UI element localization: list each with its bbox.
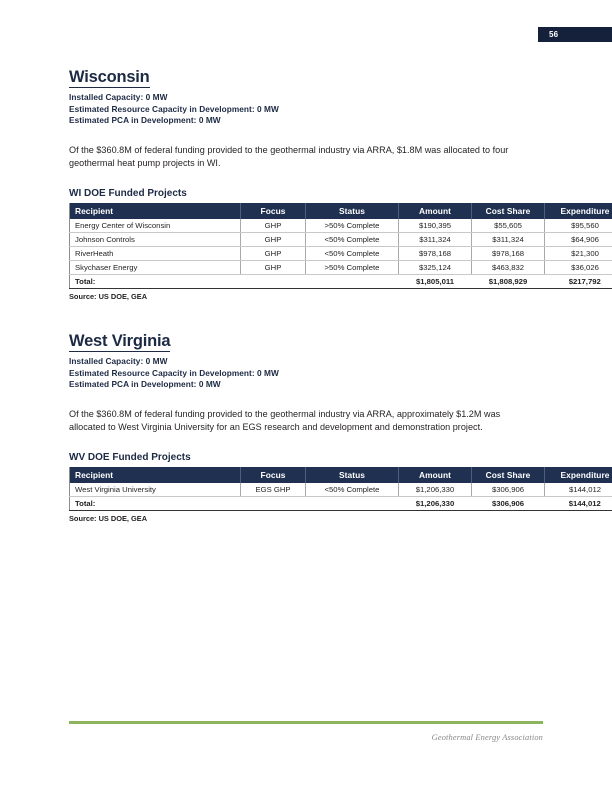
stat-resource-capacity: Estimated Resource Capacity in Development: 0 MW — [69, 367, 279, 378]
cell-cost-share: $463,832 — [472, 261, 545, 275]
cell-total-status — [306, 497, 399, 511]
cell-cost-share: $306,906 — [472, 483, 545, 497]
section-spacer — [69, 302, 569, 332]
cell-amount: $311,324 — [399, 233, 472, 247]
document-content — [69, 68, 610, 524]
cell-total-focus — [241, 497, 306, 511]
table-source: Source: US DOE, GEA — [69, 514, 148, 524]
cell-status: >50% Complete — [306, 261, 399, 275]
stat-pca: Estimated PCA in Development: 0 MW — [69, 379, 221, 390]
table-total-row — [70, 275, 612, 289]
cell-total-amount: $1,206,330 — [399, 497, 472, 511]
col-recipient: Recipient — [70, 203, 241, 219]
footer-divider — [69, 721, 543, 724]
state-section-west-virginia — [69, 332, 610, 524]
cell-recipient: Energy Center of Wisconsin — [70, 219, 241, 233]
col-cost-share: Cost Share — [472, 203, 545, 219]
cell-amount: $978,168 — [399, 247, 472, 261]
page-number-badge — [538, 27, 612, 42]
cell-focus: GHP — [241, 233, 306, 247]
cell-expenditure: $21,300 — [545, 247, 612, 261]
doe-funded-projects-table — [69, 467, 612, 511]
col-cost-share: Cost Share — [472, 467, 545, 483]
cell-recipient: West Virginia University — [70, 483, 241, 497]
cell-status: <50% Complete — [306, 233, 399, 247]
cell-focus: GHP — [241, 261, 306, 275]
table-caption: WV DOE Funded Projects — [69, 452, 191, 464]
table-header-row — [70, 467, 612, 483]
col-status: Status — [306, 467, 399, 483]
stat-resource-capacity: Estimated Resource Capacity in Development: 0 MW — [69, 103, 279, 114]
cell-total-status — [306, 275, 399, 289]
cell-expenditure: $36,026 — [545, 261, 612, 275]
cell-recipient: Johnson Controls — [70, 233, 241, 247]
table-row — [70, 219, 612, 233]
cell-focus: GHP — [241, 219, 306, 233]
section-paragraph: Of the $360.8M of federal funding provided to the geothermal industry via ARRA, $1.8M was allocated to four geothermal heat pump projects in WI. — [69, 144, 509, 168]
cell-cost-share: $978,168 — [472, 247, 545, 261]
table-total-row — [70, 497, 612, 511]
table-row — [70, 261, 612, 275]
col-expenditure: Expenditure — [545, 203, 612, 219]
col-focus: Focus — [241, 467, 306, 483]
col-focus: Focus — [241, 203, 306, 219]
cell-total-focus — [241, 275, 306, 289]
cell-total-expenditure: $144,012 — [545, 497, 612, 511]
cell-amount: $325,124 — [399, 261, 472, 275]
stat-pca: Estimated PCA in Development: 0 MW — [69, 115, 221, 126]
cell-cost-share: $311,324 — [472, 233, 545, 247]
stat-installed-capacity: Installed Capacity: 0 MW — [69, 92, 168, 102]
table-source: Source: US DOE, GEA — [69, 292, 148, 302]
page-number: 56 — [549, 30, 559, 39]
table-caption: WI DOE Funded Projects — [69, 188, 187, 200]
cell-focus: EGS GHP — [241, 483, 306, 497]
col-recipient: Recipient — [70, 467, 241, 483]
cell-status: <50% Complete — [306, 247, 399, 261]
cell-total-cost-share: $1,808,929 — [472, 275, 545, 289]
table-header-row — [70, 203, 612, 219]
cell-total-label: Total: — [70, 497, 241, 511]
cell-amount: $1,206,330 — [399, 483, 472, 497]
col-status: Status — [306, 203, 399, 219]
cell-expenditure: $144,012 — [545, 483, 612, 497]
cell-total-expenditure: $217,792 — [545, 275, 612, 289]
cell-focus: GHP — [241, 247, 306, 261]
footer-organization: Geothermal Energy Association — [431, 733, 543, 742]
cell-recipient: RiverHeath — [70, 247, 241, 261]
col-amount: Amount — [399, 467, 472, 483]
cell-recipient: Skychaser Energy — [70, 261, 241, 275]
cell-total-label: Total: — [70, 275, 241, 289]
col-expenditure: Expenditure — [545, 467, 612, 483]
table-row — [70, 233, 612, 247]
cell-total-amount: $1,805,011 — [399, 275, 472, 289]
cell-expenditure: $64,906 — [545, 233, 612, 247]
cell-expenditure: $95,560 — [545, 219, 612, 233]
doe-funded-projects-table — [69, 203, 612, 289]
table-row — [70, 483, 612, 497]
section-paragraph: Of the $360.8M of federal funding provided to the geothermal industry via ARRA, approximately $1.2M was allocated to West Virginia University for an EGS research and development and demonstration project. — [69, 408, 501, 433]
cell-amount: $190,395 — [399, 219, 472, 233]
cell-total-cost-share: $306,906 — [472, 497, 545, 511]
cell-status: <50% Complete — [306, 483, 399, 497]
cell-status: >50% Complete — [306, 219, 399, 233]
stat-installed-capacity: Installed Capacity: 0 MW — [69, 356, 168, 367]
col-amount: Amount — [399, 203, 472, 219]
state-heading: Wisconsin — [69, 68, 150, 86]
state-section-wisconsin — [69, 68, 610, 302]
cell-cost-share: $55,605 — [472, 219, 545, 233]
table-row — [70, 247, 612, 261]
state-heading: West Virginia — [69, 332, 171, 351]
